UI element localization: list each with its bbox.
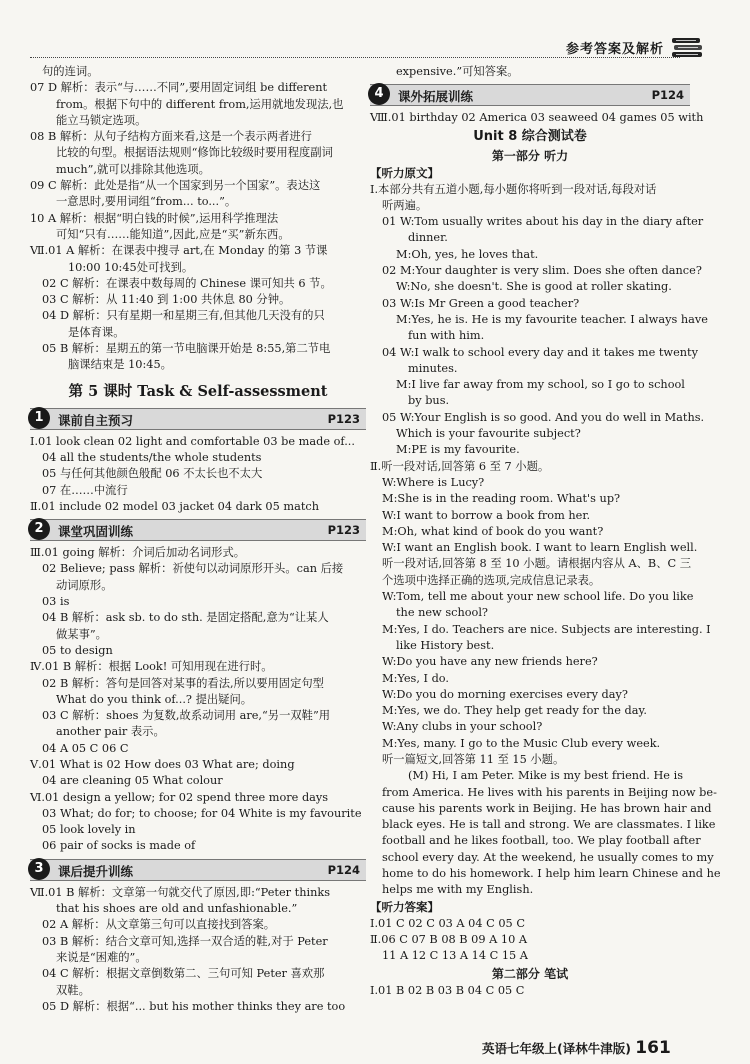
text-line: 01 W:Tom usually writes about his day in the diary after <box>382 215 704 229</box>
section-page-ref: P123 <box>327 411 360 426</box>
text-line: 05 B 解析：星期五的第一节电脑课开始是 8:55,第二节电 <box>42 342 331 356</box>
section-number-badge: 2 <box>28 518 50 540</box>
text-line: that his shoes are old and unfashionable.” <box>56 902 298 916</box>
section-title: 课前自主预习 <box>58 412 134 428</box>
text-line: M:I live far away from my school, so I go to school <box>396 378 685 392</box>
text-line: the new school? <box>396 606 488 620</box>
text-line: 04 D 解析：只有星期一和星期三有,但其他几天没有的只 <box>42 309 325 323</box>
text-line: 能立马锁定选项。 <box>56 113 147 127</box>
text-line: M:PE is my favourite. <box>396 443 520 457</box>
text-line: W:No, she doesn't. She is good at roller skating. <box>396 280 672 294</box>
text-line: 11 A 12 C 13 A 14 C 15 A <box>382 949 528 963</box>
text-line: 是体育课。 <box>68 325 125 339</box>
text-line: 02 M:Your daughter is very slim. Does she often dance? <box>382 264 702 278</box>
text-line: 来说是“困难的”。 <box>56 950 147 964</box>
section-title: 课堂巩固训练 <box>58 524 134 540</box>
text-line: 04 are cleaning 05 What colour <box>42 774 223 788</box>
text-line: 个选项中选择正确的选项,完成信息记录表。 <box>382 573 601 587</box>
text-line: 脑课结束是 10:45。 <box>68 358 172 372</box>
text-line: 03 W:Is Mr Green a good teacher? <box>382 296 580 310</box>
text-line: 03 is <box>42 595 70 609</box>
text-line: minutes. <box>408 361 458 375</box>
text-line: Ⅵ.01 design a yellow; for 02 spend three more days <box>30 790 329 804</box>
text-line: Ⅱ.01 include 02 model 03 jacket 04 dark 05 match <box>30 499 319 513</box>
header-divider <box>30 57 680 58</box>
page-number: 161 <box>635 1038 671 1058</box>
text-line: 听一篇短文,回答第 11 至 15 小题。 <box>382 752 565 766</box>
text-line: Ⅱ.06 C 07 B 08 B 09 A 10 A <box>370 932 528 946</box>
text-line: 08 B 解析：从句子结构方面来看,这是一个表示两者进行 <box>30 130 312 144</box>
text-line: 03 B 解析：结合文章可知,选择一双合适的鞋,对于 Peter <box>42 934 328 948</box>
text-line: 02 B 解析：答句是回答对某事的看法,所以要用固定句型 <box>42 676 324 690</box>
section-banner <box>30 408 366 430</box>
text-line: M:Yes, I do. Teachers are nice. Subjects are interesting. I <box>382 622 711 636</box>
text-line: 做某事”。 <box>56 627 107 641</box>
text-line: M:Oh, yes, he loves that. <box>396 247 539 261</box>
text-line: Ⅲ.01 going 解析：介词后加动名词形式。 <box>30 546 246 560</box>
section-banner <box>370 84 690 106</box>
text-line: 03 C 解析：从 11:40 到 1:00 共休息 80 分钟。 <box>42 293 291 307</box>
text-line: by bus. <box>408 394 450 408</box>
text-line: 比较的句型。根据语法规则“修饰比较级时要用程度副词 <box>56 146 333 160</box>
text-line: W:Any clubs in your school? <box>382 720 543 734</box>
text-line: 04 C 解析：根据文章倒数第二、三句可知 Peter 喜欢那 <box>42 967 325 981</box>
text-line: from America. He lives with his parents in Beijing now be- <box>382 785 717 799</box>
text-line: 05 W:Your English is so good. And you do well in Maths. <box>382 410 705 424</box>
text-line: 05 D 解析：根据“... but his mother thinks they are too <box>42 999 346 1013</box>
text-line: 02 A 解析：从文章第三句可以直接找到答案。 <box>42 918 276 932</box>
section-title: 课外拓展训练 <box>398 89 474 105</box>
text-line: W:Tom, tell me about your new school life. Do you like <box>382 590 694 604</box>
text-line: 07 在……中流行 <box>42 483 128 497</box>
section-heading: 第 5 课时 Task & Self-assessment <box>68 382 328 400</box>
text-line: 05 与任何其他颜色般配 06 不太长也不太大 <box>42 467 263 481</box>
text-line: 02 C 解析：在课表中数每周的 Chinese 课可知共 6 节。 <box>42 276 332 290</box>
bracket-label: 【听力答案】 <box>370 899 439 914</box>
text-line: 07 D 解析：表示“与……不同”,要用固定词组 be different <box>30 81 328 95</box>
section-banner <box>30 519 366 541</box>
section-title: 课后提升训练 <box>58 863 134 879</box>
text-line: 双鞋。 <box>56 983 90 997</box>
bracket-label: 【听力原文】 <box>370 165 439 180</box>
text-line: 一意思时,要用词组“from... to...”。 <box>56 195 237 209</box>
text-line: Ⅶ.01 B 解析：文章第一句就交代了原因,即:“Peter thinks <box>30 885 330 899</box>
text-line: cause his parents work in Beijing. He has brown hair and <box>382 801 712 815</box>
text-line: dinner. <box>408 231 448 245</box>
text-line: 10:00 10:45处可找到。 <box>68 260 194 274</box>
header-title: 参考答案及解析 <box>565 42 664 57</box>
text-line: 听一段对话,回答第 8 至 10 小题。请根据内容从 A、B、C 三 <box>382 557 692 571</box>
text-line: M:Yes, he is. He is my favourite teacher. I always have <box>396 312 708 326</box>
text-line: (M) Hi, I am Peter. Mike is my best friend. He is <box>408 769 683 783</box>
section-heading: Unit 8 综合测试卷 <box>473 128 587 144</box>
text-line: from。根据下句中的 different from,运用就地发现法,也 <box>56 97 344 111</box>
text-line: Ⅳ.01 B 解析：根据 Look! 可知用现在进行时。 <box>30 660 273 674</box>
text-line: Ⅰ.01 B 02 B 03 B 04 C 05 C <box>370 983 525 997</box>
part-heading: 第一部分 听力 <box>491 148 569 163</box>
text-line: W:I want an English book. I want to learn English well. <box>382 541 698 555</box>
text-line: M:Yes, many. I go to the Music Club every week. <box>382 736 661 750</box>
page-footer <box>482 1038 671 1058</box>
text-line: another pair 表示。 <box>56 725 165 739</box>
text-line: expensive.”可知答案。 <box>396 65 519 78</box>
text-line: M:Yes, I do. <box>382 671 449 685</box>
text-line: black eyes. He is tall and strong. We are classmates. I like <box>382 818 716 832</box>
text-line: 04 B 解析：ask sb. to do sth. 是固定搭配,意为“让某人 <box>42 611 329 625</box>
page-header <box>0 0 750 60</box>
section-number-badge: 3 <box>28 858 50 880</box>
section-number-badge: 1 <box>28 407 50 429</box>
text-line: 动词原形。 <box>56 578 113 592</box>
section-page-ref: P123 <box>327 523 360 538</box>
text-line: home to do his homework. I help him learn Chinese and he <box>382 867 721 881</box>
footer-book-title: 英语七年级上(译林牛津版) <box>482 1041 631 1056</box>
text-line: 09 C 解析：此处是指“从一个国家到另一个国家”。表达这 <box>30 179 321 193</box>
right-column <box>370 64 721 999</box>
text-line: M:Oh, what kind of book do you want? <box>382 524 604 538</box>
text-line: Ⅱ.听一段对话,回答第 6 至 7 小题。 <box>370 459 550 473</box>
text-line: Ⅶ.01 A 解析：在课表中搜寻 art,在 Monday 的第 3 节课 <box>30 244 328 258</box>
text-line: 06 pair of socks is made of <box>42 839 196 853</box>
text-line: Ⅰ.01 C 02 C 03 A 04 C 05 C <box>370 916 525 930</box>
text-line: Ⅰ.01 look clean 02 light and comfortable 03 be made of... <box>30 434 355 448</box>
text-line: 听两遍。 <box>382 198 428 212</box>
text-line: fun with him. <box>408 329 485 343</box>
text-line: 04 all the students/the whole students <box>42 450 262 464</box>
section-page-ref: P124 <box>327 862 360 877</box>
section-banner <box>30 859 366 881</box>
text-line: W:I want to borrow a book from her. <box>382 508 591 522</box>
left-column <box>30 64 366 1015</box>
text-line: 04 W:I walk to school every day and it takes me twenty <box>382 345 698 359</box>
text-line: 03 C 解析：shoes 为复数,故系动词用 are,“另一双鞋”用 <box>42 709 331 723</box>
text-line: M:Yes, we do. They help get ready for the day. <box>382 704 647 718</box>
text-line: 03 What; do for; to choose; for 04 White is my favourite <box>42 806 362 820</box>
text-line: football and he likes football, too. We play football after <box>382 834 701 848</box>
text-line: M:She is in the reading room. What's up? <box>382 492 621 506</box>
text-line: school every day. At the weekend, he usually comes to my <box>382 850 714 864</box>
text-line: 05 look lovely in <box>42 823 136 837</box>
text-line: 10 A 解析：根据“明白钱的时候”,运用科学推理法 <box>30 211 279 225</box>
text-line: Ⅷ.01 birthday 02 America 03 seaweed 04 games 05 with <box>370 111 704 125</box>
text-line: 句的连词。 <box>42 65 99 78</box>
text-line: 05 to design <box>42 643 113 657</box>
text-line: 02 Believe; pass 解析：祈使句以动词原形开头。can 后接 <box>42 562 344 576</box>
text-line: Ⅴ.01 What is 02 How does 03 What are; doing <box>30 757 295 771</box>
text-line: Which is your favourite subject? <box>396 427 581 441</box>
section-page-ref: P124 <box>651 88 684 103</box>
text-line: Ⅰ.本部分共有五道小题,每小题你将听到一段对话,每段对话 <box>370 182 657 196</box>
text-line: 04 A 05 C 06 C <box>42 741 129 755</box>
part-heading: 第二部分 笔试 <box>491 966 569 981</box>
text-line: helps me with my English. <box>382 883 534 897</box>
text-line: What do you think of...? 提出疑问。 <box>56 692 253 706</box>
text-line: W:Do you have any new friends here? <box>382 655 598 669</box>
section-number-badge: 4 <box>368 83 390 105</box>
text-line: W:Do you do morning exercises every day? <box>382 687 628 701</box>
text-line: 可知“只有……能知道”,因此,应是“买”新东西。 <box>56 227 290 241</box>
text-line: W:Where is Lucy? <box>382 475 485 489</box>
text-line: like History best. <box>396 638 495 652</box>
text-line: much”,就可以排除其他选项。 <box>56 162 210 176</box>
